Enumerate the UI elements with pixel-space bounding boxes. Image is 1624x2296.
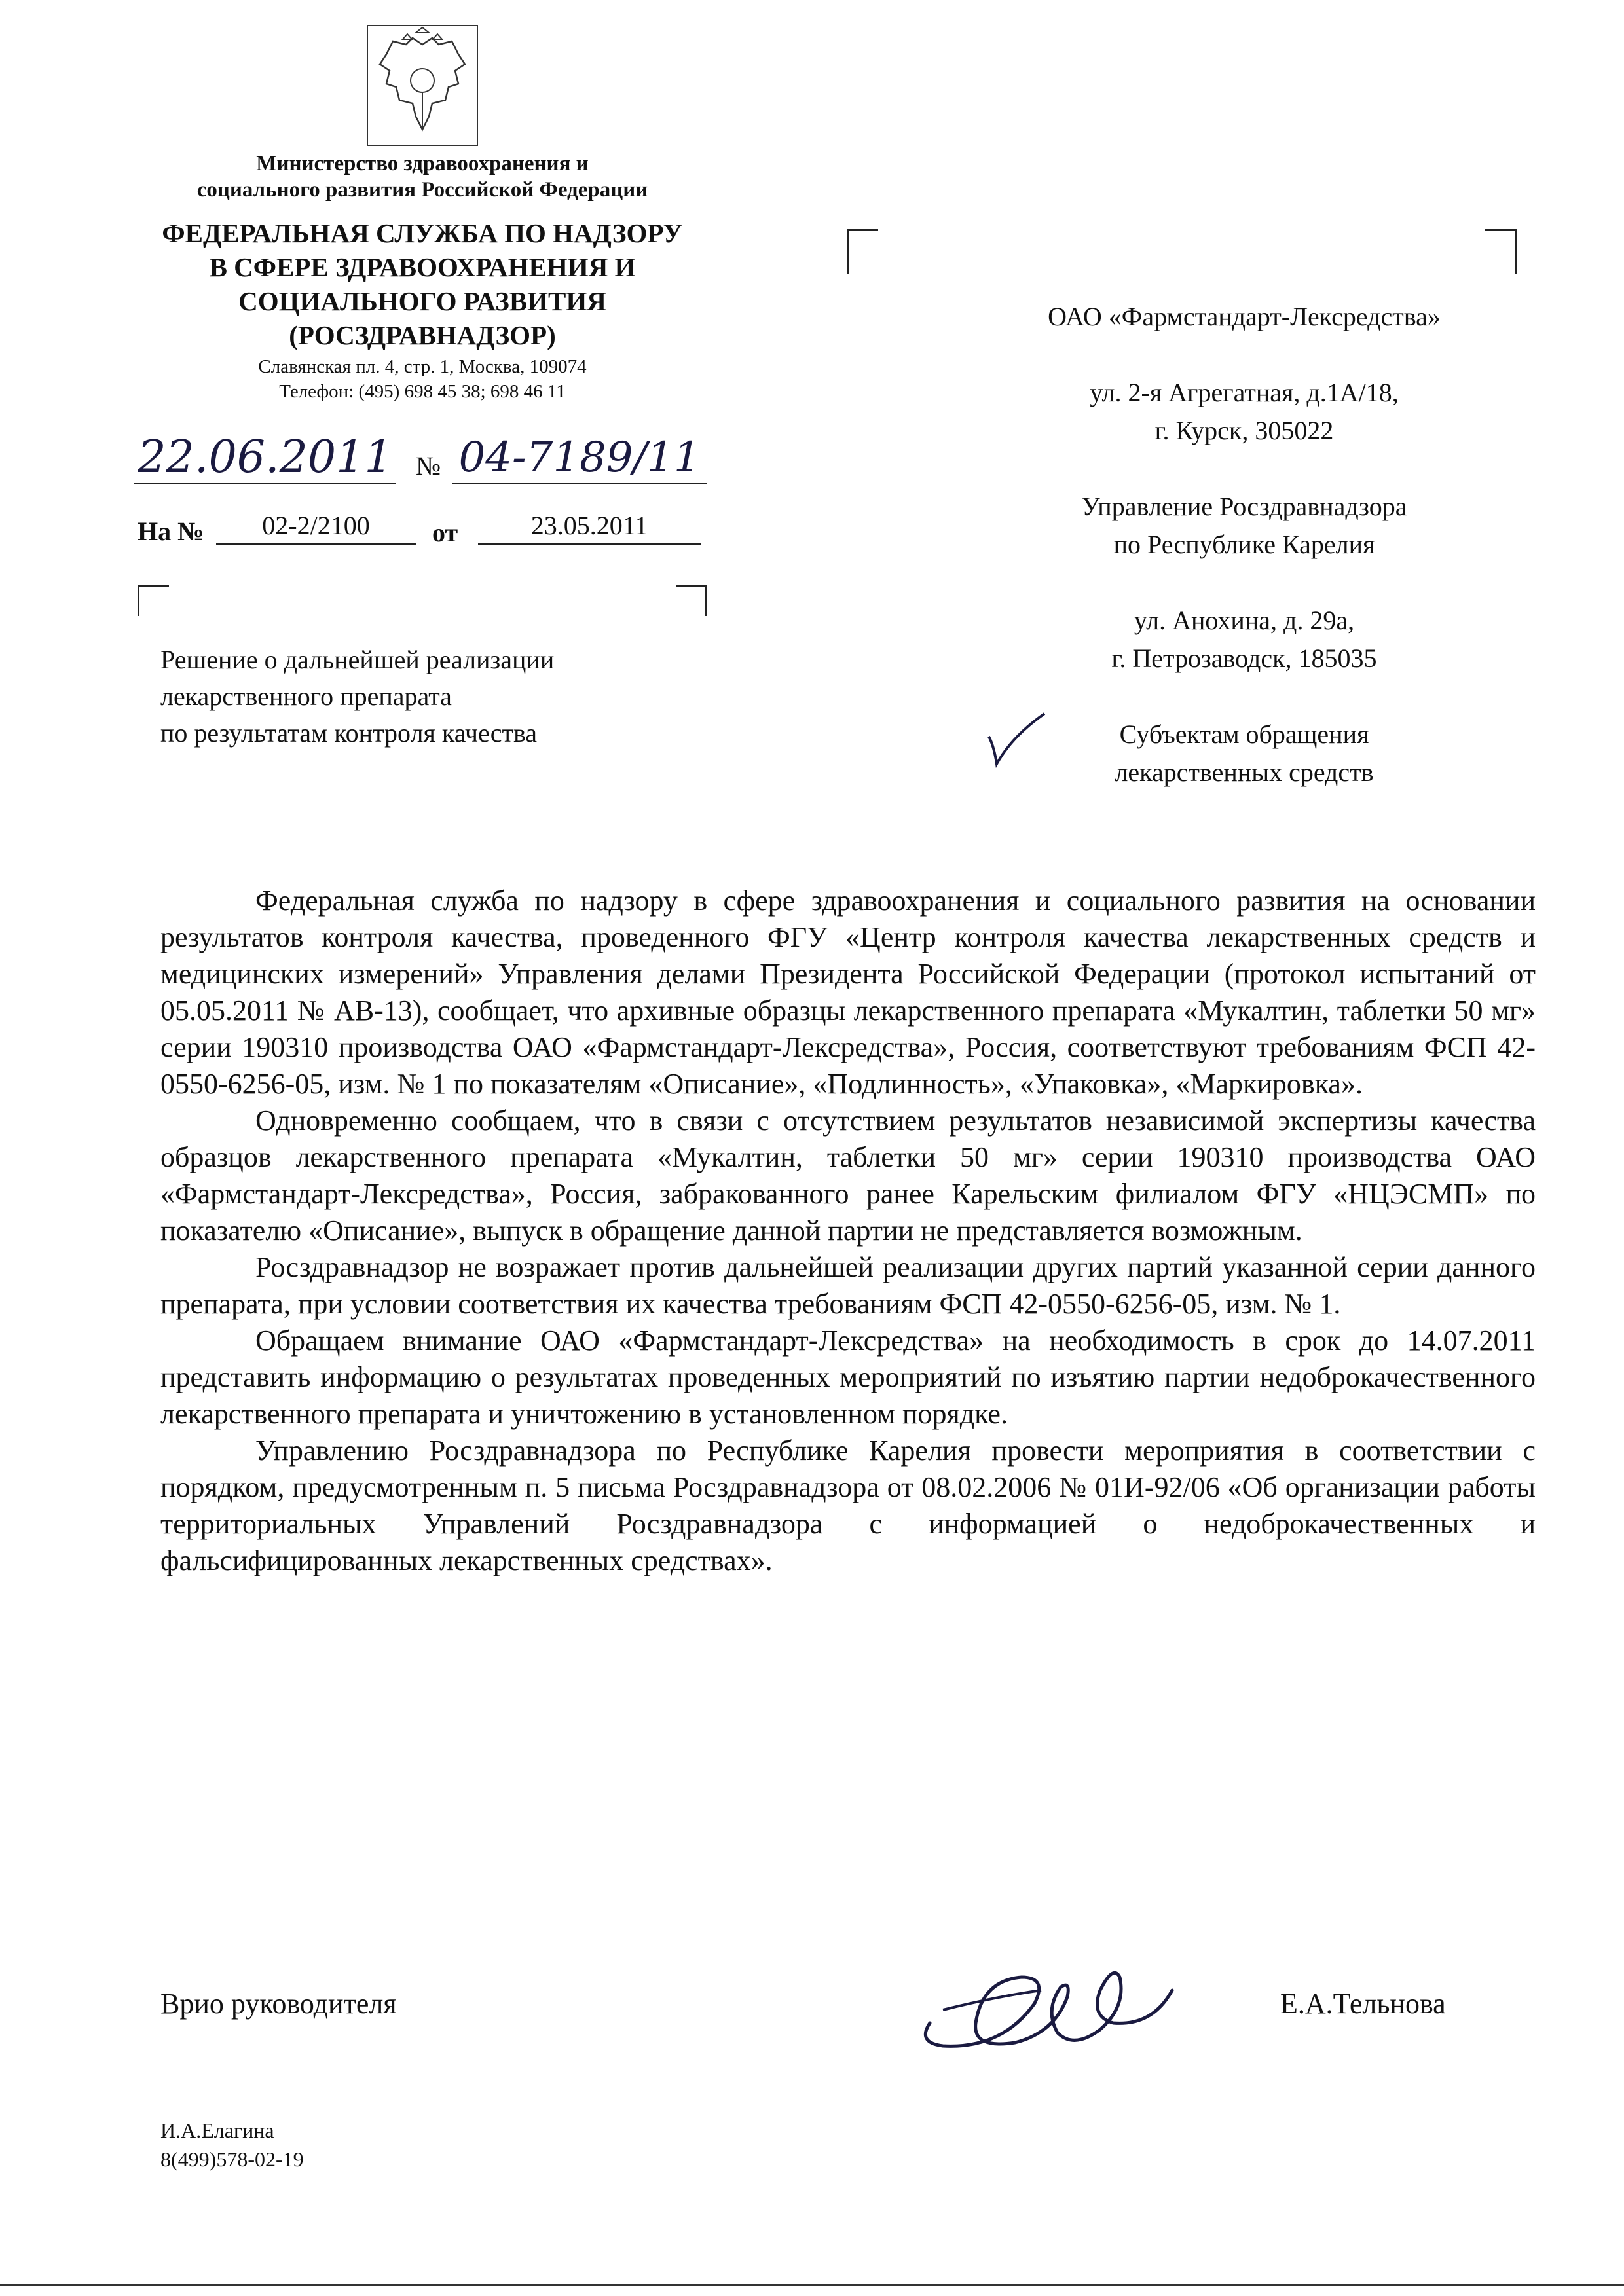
recipients-corner-left [847,229,878,274]
recipient-1-name: ОАО «Фармстандарт-Лексредства» [1048,302,1441,331]
reference-date: 23.05.2011 [478,508,701,545]
recipients-corner-right [1485,229,1517,274]
reference-from-label: от [432,518,458,547]
subject-corner-left [138,585,169,616]
bottom-rule [0,2284,1624,2286]
signature-icon [904,1951,1185,2062]
service-name-line1: ФЕДЕРАЛЬНАЯ СЛУЖБА ПО НАДЗОРУ [162,218,683,248]
subject-line: лекарственного препарата [160,682,452,711]
body-paragraph: Управлению Росздравнадзора по Республике Карелия провести мероприятия в соответствии с порядком, предусмотренным п. 5 письма Росздравнадзора от 08.02.2006 № 01И-92/06 «Об организации работы территориальных Управлений Росздравнадзора с информацией о недоброкачественных и фальсифицированных лекарственных средствах». [160,1434,1536,1576]
registration-number-label: № [416,451,441,481]
recipient-3-line2: лекарственных средств [1115,757,1374,787]
subject-corner-right [676,585,707,616]
service-phone: Телефон: (495) 698 45 38; 698 46 11 [279,381,566,402]
executor-phone: 8(499)578-02-19 [160,2147,304,2171]
recipient-3-line1: Субъектам обращения [1119,720,1369,749]
registration-number: 04-7189/11 [452,432,707,484]
recipient-1-address-line2: г. Курск, 305022 [1154,416,1334,445]
body-paragraph: Росздравнадзор не возражает против дальнейшей реализации других партий указанной серии данного препарата, при условии соответствия их качества требованиям ФСП 42-0550-6256-05, изм. № 1. [160,1251,1536,1320]
recipient-2-name-line2: по Республике Карелия [1113,530,1375,559]
signatory-title: Врио руководителя [160,1988,397,2020]
recipient-2-address-line2: г. Петрозаводск, 185035 [1111,644,1377,673]
ministry-name-line1: Министерство здравоохранения и [256,152,589,175]
subject-line: по результатам контроля качества [160,718,538,748]
recipient-2-name-line1: Управление Росздравнадзора [1081,492,1407,521]
service-name-line4: (РОСЗДРАВНАДЗОР) [289,320,556,350]
service-name-line3: СОЦИАЛЬНОГО РАЗВИТИЯ [238,286,606,316]
recipient-1-address-line1: ул. 2-я Агрегатная, д.1А/18, [1090,378,1399,407]
signatory-name: Е.А.Тельнова [1280,1988,1446,2020]
service-name-line2: В СФЕРЕ ЗДРАВООХРАНЕНИЯ И [209,252,636,282]
coat-of-arms-icon [367,25,478,146]
body-paragraph: Федеральная служба по надзору в сфере здравоохранения и социального развития на основании результатов контроля качества, проведенного ФГУ «Центр контроля качества лекарственных средств и медицинских измерений» Управления делами Президента Российской Федерации (протокол испытаний от 05.05.2011 № АВ-13), сообщает, что архивные образцы лекарственного препарата «Мукалтин, таблетки 50 мг» серии 190310 производства ОАО «Фармстандарт-Лексредства», Россия, соответствуют требованиям ФСП 42-0550-6256-05, изм. № 1 по показателям «Описание», «Подлинность», «Упаковка», «Маркировка». [160,884,1536,1100]
subject [160,642,750,752]
subject-line: Решение о дальнейшей реализации [160,645,555,674]
registration-date: 22.06.2011 [134,432,396,484]
executor-name: И.А.Елагина [160,2119,274,2142]
reference-number: 02-2/2100 [216,508,416,545]
reference-label: На № [138,517,204,546]
body-paragraph: Обращаем внимание ОАО «Фармстандарт-Лексредства» на необходимость в срок до 14.07.2011 представить информацию о результатах проведенных мероприятий по изъятию партии недоброкачественного лекарственного препарата и уничтожению в установленном порядке. [160,1324,1536,1430]
ministry-name-line2: социального развития Российской Федерации [196,178,648,202]
recipient-2-address-line1: ул. Анохина, д. 29а, [1134,606,1355,635]
body-paragraph: Одновременно сообщаем, что в связи с отсутствием результатов независимой экспертизы качества образцов лекарственного препарата «Мукалтин, таблетки 50 мг» серии 190310 производства ОАО «Фармстандарт-Лексредства», Россия, забракованного ранее Карельским филиалом ФГУ «НЦЭСМП» по показателю «Описание», выпуск в обращение данной партии не представляется возможным. [160,1104,1536,1247]
letter-body [160,883,1536,1579]
service-address: Славянская пл. 4, стр. 1, Москва, 109074 [258,356,587,377]
